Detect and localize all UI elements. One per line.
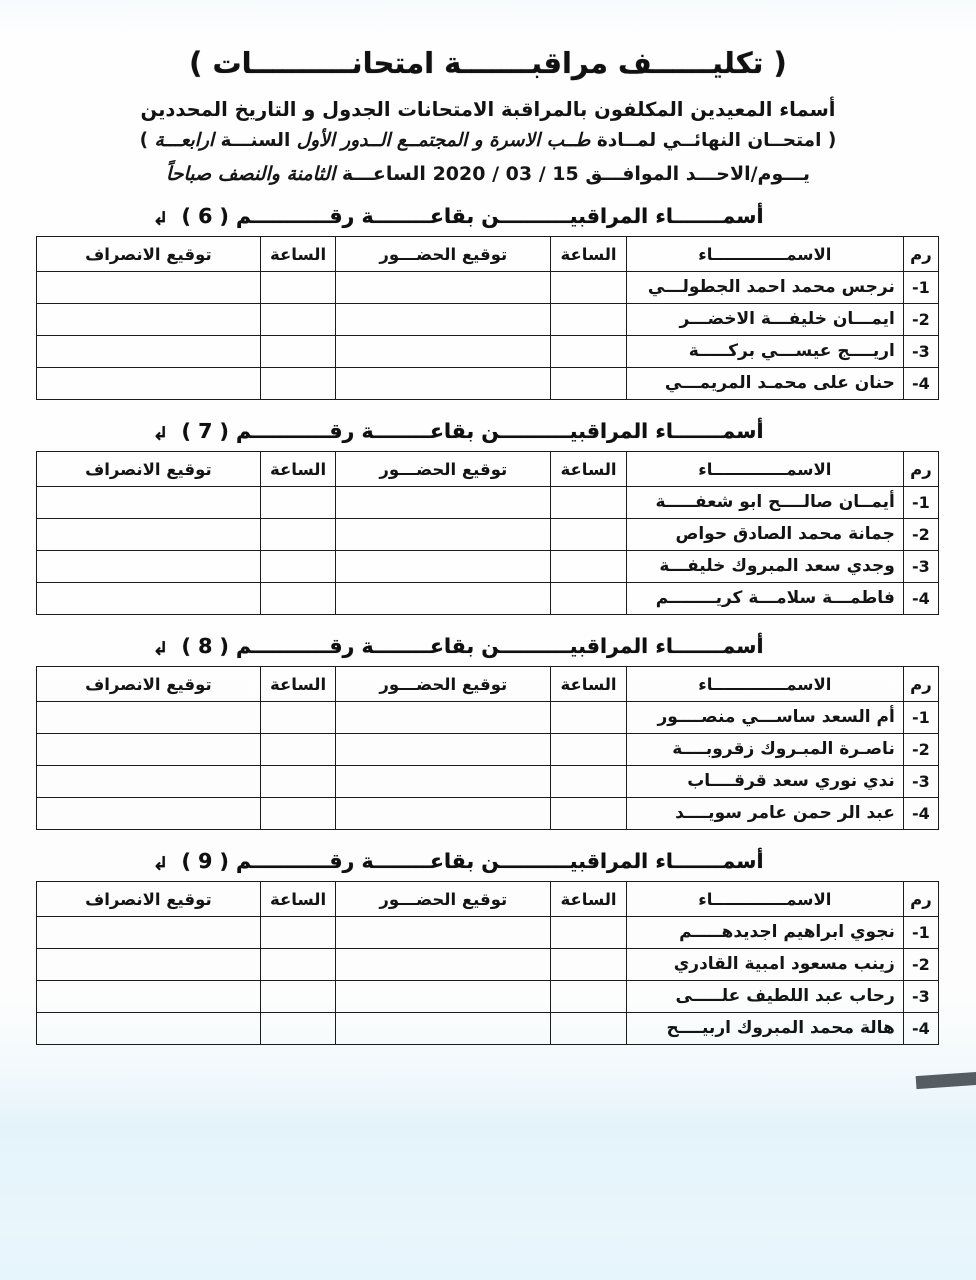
col-header-hour: الساعة xyxy=(260,667,336,702)
hour-cell-empty xyxy=(551,702,627,734)
col-header-number: رم xyxy=(903,882,938,917)
row-number xyxy=(903,1013,938,1045)
invigilator-name: ايمـــان خليفـــة الاخضـــر xyxy=(626,304,903,336)
room-9-roster-table xyxy=(36,881,939,1045)
leave-signature-cell-empty xyxy=(37,798,261,830)
table-row xyxy=(37,487,939,519)
col-header-names: الاسمـــــــــــــاء xyxy=(626,667,903,702)
row-number-text: -2 xyxy=(912,525,930,544)
attendance-signature-cell-empty xyxy=(336,487,551,519)
col-header-attendance-signature: توقيع الحضـــور xyxy=(336,882,551,917)
document-header xyxy=(0,0,976,185)
invigilator-name: حنان على محمـد المريمـــي xyxy=(626,368,903,400)
attendance-signature-cell-empty xyxy=(336,519,551,551)
col-header-hour: الساعة xyxy=(260,882,336,917)
table-row xyxy=(37,336,939,368)
leave-signature-cell-empty xyxy=(37,551,261,583)
attendance-signature-cell-empty xyxy=(336,702,551,734)
row-number xyxy=(903,551,938,583)
hour-cell-empty xyxy=(260,917,336,949)
hour-cell-empty xyxy=(551,304,627,336)
room-number: ( 8 ) xyxy=(181,634,229,658)
hour-cell-empty xyxy=(260,702,336,734)
col-header-number: رم xyxy=(903,667,938,702)
attendance-signature-cell-empty xyxy=(336,1013,551,1045)
room-7-heading xyxy=(0,419,916,443)
attendance-signature-cell-empty xyxy=(336,583,551,615)
leave-signature-cell-empty xyxy=(37,336,261,368)
row-number xyxy=(903,766,938,798)
hour-cell-empty xyxy=(260,583,336,615)
col-header-names: الاسمـــــــــــــاء xyxy=(626,237,903,272)
row-number-text: -4 xyxy=(912,1019,930,1038)
hour-cell-empty xyxy=(260,336,336,368)
table-row xyxy=(37,981,939,1013)
attendance-signature-cell-empty xyxy=(336,917,551,949)
hour-cell-empty xyxy=(551,1013,627,1045)
row-number xyxy=(903,487,938,519)
table-row xyxy=(37,583,939,615)
return-arrow-icon: ↲ xyxy=(152,208,169,230)
table-row xyxy=(37,272,939,304)
col-header-names: الاسمـــــــــــــاء xyxy=(626,882,903,917)
exam-subject: طــب الاسرة و المجتمــع xyxy=(396,130,591,151)
table-row xyxy=(37,304,939,336)
invigilator-name: فاطمـــة سلامـــة كريــــــــم xyxy=(626,583,903,615)
hour-cell-empty xyxy=(551,798,627,830)
invigilator-name: زينب مسعود امبية القادري xyxy=(626,949,903,981)
row-number xyxy=(903,798,938,830)
table-header-row xyxy=(37,237,939,272)
hour-cell-empty xyxy=(260,519,336,551)
leave-signature-cell-empty xyxy=(37,272,261,304)
table-row xyxy=(37,949,939,981)
row-number xyxy=(903,917,938,949)
exam-time: الثامنة والنصف xyxy=(217,163,336,185)
col-header-leave-signature: توقيع الانصراف xyxy=(37,882,261,917)
invigilator-name: أم السعد ساســـي منصــــور xyxy=(626,702,903,734)
attendance-signature-cell-empty xyxy=(336,304,551,336)
row-number xyxy=(903,519,938,551)
hour-cell-empty xyxy=(260,734,336,766)
hour-cell-empty xyxy=(551,917,627,949)
return-arrow-icon: ↲ xyxy=(152,853,169,875)
row-number-text: -1 xyxy=(912,923,930,942)
hour-cell-empty xyxy=(551,949,627,981)
row-number xyxy=(903,583,938,615)
exam-round: الــدور الأول xyxy=(296,130,391,151)
room-heading-label: أسمـــــــاء المراقبيــــــــــن بقاعــــــــة رقـــــــــــم xyxy=(235,204,764,228)
exam-line-part: ) xyxy=(139,130,155,151)
row-number-text: -1 xyxy=(912,278,930,297)
hour-cell-empty xyxy=(260,798,336,830)
invigilator-name: وجدي سعد المبروك خليفـــة xyxy=(626,551,903,583)
leave-signature-cell-empty xyxy=(37,702,261,734)
leave-signature-cell-empty xyxy=(37,917,261,949)
row-number xyxy=(903,368,938,400)
col-header-hour: الساعة xyxy=(551,882,627,917)
col-header-attendance-signature: توقيع الحضـــور xyxy=(336,237,551,272)
room-number: ( 6 ) xyxy=(181,204,229,228)
col-header-leave-signature: توقيع الانصراف xyxy=(37,452,261,487)
exam-line-part: ( امتحــان النهائــي لمــادة xyxy=(590,130,837,151)
attendance-signature-cell-empty xyxy=(336,551,551,583)
hour-cell-empty xyxy=(551,734,627,766)
return-arrow-icon: ↲ xyxy=(152,423,169,445)
col-header-hour: الساعة xyxy=(551,667,627,702)
table-row xyxy=(37,702,939,734)
hour-cell-empty xyxy=(260,981,336,1013)
attendance-signature-cell-empty xyxy=(336,368,551,400)
return-arrow-icon: ↲ xyxy=(152,638,169,660)
row-number xyxy=(903,981,938,1013)
row-number xyxy=(903,702,938,734)
table-row xyxy=(37,917,939,949)
attendance-signature-cell-empty xyxy=(336,766,551,798)
hour-cell-empty xyxy=(551,487,627,519)
table-row xyxy=(37,798,939,830)
col-header-number: رم xyxy=(903,452,938,487)
table-row xyxy=(37,766,939,798)
invigilator-name: ندي نوري سعد قرقــــاب xyxy=(626,766,903,798)
col-header-names: الاسمـــــــــــــاء xyxy=(626,452,903,487)
date-part: يـــوم/الاحـــد الموافـــق 15 / 03 / 2020 الساعـــة xyxy=(335,163,811,185)
leave-signature-cell-empty xyxy=(37,734,261,766)
invigilator-name: ناصـرة المبـروك زقروبــــة xyxy=(626,734,903,766)
row-number-text: -1 xyxy=(912,493,930,512)
hour-cell-empty xyxy=(551,981,627,1013)
row-number-text: -3 xyxy=(912,342,930,361)
exam-year: ارابعـــة xyxy=(154,130,215,151)
table-row xyxy=(37,551,939,583)
hour-cell-empty xyxy=(551,272,627,304)
row-number-text: -4 xyxy=(912,804,930,823)
invigilator-name: نجوي ابراهيم اجديدهـــــم xyxy=(626,917,903,949)
col-header-hour: الساعة xyxy=(551,237,627,272)
hour-cell-empty xyxy=(551,336,627,368)
col-header-leave-signature: توقيع الانصراف xyxy=(37,667,261,702)
invigilator-name: نرجس محمد احمد الجطولـــي xyxy=(626,272,903,304)
attendance-signature-cell-empty xyxy=(336,336,551,368)
exam-description-line xyxy=(0,130,976,151)
room-number: ( 7 ) xyxy=(181,419,229,443)
leave-signature-cell-empty xyxy=(37,519,261,551)
hour-cell-empty xyxy=(260,487,336,519)
row-number xyxy=(903,734,938,766)
invigilator-name: أيمــان صالــــح ابو شعفـــــة xyxy=(626,487,903,519)
leave-signature-cell-empty xyxy=(37,1013,261,1045)
scan-artifact xyxy=(916,1072,976,1089)
row-number xyxy=(903,336,938,368)
exam-date-line xyxy=(0,163,976,185)
hour-cell-empty xyxy=(260,368,336,400)
hour-cell-empty xyxy=(260,766,336,798)
hour-cell-empty xyxy=(260,1013,336,1045)
hour-cell-empty xyxy=(260,272,336,304)
leave-signature-cell-empty xyxy=(37,583,261,615)
hour-cell-empty xyxy=(551,551,627,583)
room-heading-label: أسمـــــــاء المراقبيــــــــــن بقاعــــــــة رقـــــــــــم xyxy=(235,634,764,658)
table-header-row xyxy=(37,452,939,487)
row-number-text: -3 xyxy=(912,772,930,791)
attendance-signature-cell-empty xyxy=(336,949,551,981)
table-header-row xyxy=(37,667,939,702)
room-heading-label: أسمـــــــاء المراقبيــــــــــن بقاعــــــــة رقـــــــــــم xyxy=(235,419,764,443)
attendance-signature-cell-empty xyxy=(336,272,551,304)
row-number-text: -1 xyxy=(912,708,930,727)
col-header-attendance-signature: توقيع الحضـــور xyxy=(336,667,551,702)
col-header-hour: الساعة xyxy=(551,452,627,487)
room-number: ( 9 ) xyxy=(181,849,229,873)
exam-time-suffix: صباحاً xyxy=(165,163,218,185)
row-number-text: -3 xyxy=(912,987,930,1006)
leave-signature-cell-empty xyxy=(37,304,261,336)
attendance-signature-cell-empty xyxy=(336,734,551,766)
row-number-text: -4 xyxy=(912,374,930,393)
leave-signature-cell-empty xyxy=(37,766,261,798)
invigilator-name: عبد الر حمن عامر سويــــد xyxy=(626,798,903,830)
hour-cell-empty xyxy=(260,304,336,336)
hour-cell-empty xyxy=(551,519,627,551)
document-subtitle: أسماء المعيدين المكلفون بالمراقبة الامتحانات الجدول و التاريخ المحددين xyxy=(140,98,836,121)
row-number-text: -2 xyxy=(912,740,930,759)
room-6-roster-table xyxy=(36,236,939,400)
invigilator-name: هالة محمد المبروك اربيــــح xyxy=(626,1013,903,1045)
room-7-roster-table xyxy=(36,451,939,615)
table-row xyxy=(37,1013,939,1045)
col-header-attendance-signature: توقيع الحضـــور xyxy=(336,452,551,487)
hour-cell-empty xyxy=(260,949,336,981)
col-header-number: رم xyxy=(903,237,938,272)
row-number-text: -3 xyxy=(912,557,930,576)
table-row xyxy=(37,734,939,766)
room-8-roster-table xyxy=(36,666,939,830)
room-9-heading xyxy=(0,849,916,873)
col-header-hour: الساعة xyxy=(260,237,336,272)
invigilator-name: جمانة محمد الصادق حواص xyxy=(626,519,903,551)
table-header-row xyxy=(37,882,939,917)
leave-signature-cell-empty xyxy=(37,981,261,1013)
row-number-text: -2 xyxy=(912,310,930,329)
row-number-text: -2 xyxy=(912,955,930,974)
table-row xyxy=(37,368,939,400)
attendance-signature-cell-empty xyxy=(336,981,551,1013)
leave-signature-cell-empty xyxy=(37,487,261,519)
invigilator-name: اريــــج عيســـي بركـــــة xyxy=(626,336,903,368)
hour-cell-empty xyxy=(551,368,627,400)
leave-signature-cell-empty xyxy=(37,949,261,981)
attendance-signature-cell-empty xyxy=(336,798,551,830)
row-number xyxy=(903,304,938,336)
col-header-leave-signature: توقيع الانصراف xyxy=(37,237,261,272)
row-number-text: -4 xyxy=(912,589,930,608)
invigilator-name: رحاب عبد اللطيف علـــــى xyxy=(626,981,903,1013)
room-8-heading xyxy=(0,634,916,658)
document-title: ( تكليــــــف مراقبـــــــة امتحانــــــــــات ) xyxy=(189,46,787,80)
col-header-hour: الساعة xyxy=(260,452,336,487)
hour-cell-empty xyxy=(260,551,336,583)
room-6-heading xyxy=(0,204,916,228)
room-heading-label: أسمـــــــاء المراقبيــــــــــن بقاعــــــــة رقـــــــــــم xyxy=(235,849,764,873)
row-number xyxy=(903,949,938,981)
hour-cell-empty xyxy=(551,583,627,615)
exam-line-part: السنـــة xyxy=(214,130,297,151)
table-row xyxy=(37,519,939,551)
row-number xyxy=(903,272,938,304)
hour-cell-empty xyxy=(551,766,627,798)
leave-signature-cell-empty xyxy=(37,368,261,400)
